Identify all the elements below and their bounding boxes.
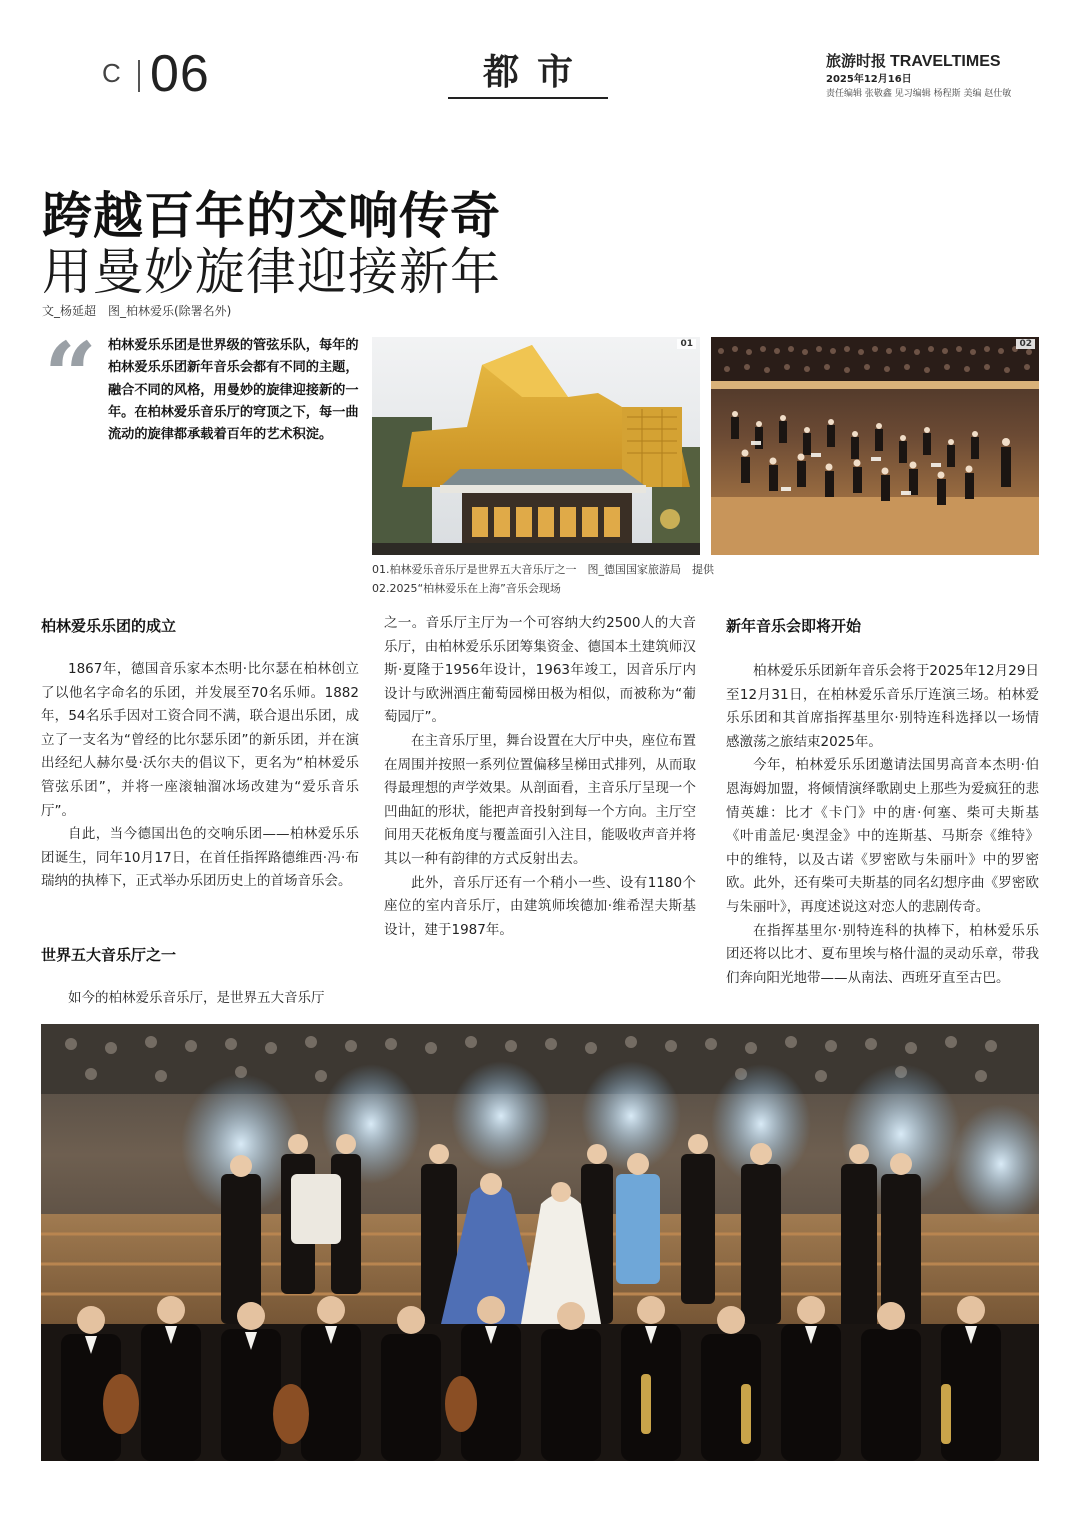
- orchestra-illustration: [711, 337, 1039, 555]
- stage-curtain-call-photo: [41, 1024, 1039, 1461]
- section-title: 都市: [482, 52, 591, 93]
- column-1-body-continued: [41, 987, 359, 1011]
- column-1-body: [41, 658, 359, 894]
- paragraph: 自此，当今德国出色的交响乐团——柏林爱乐乐团诞生，同年10月17日，在首任指挥路德维西·冯·布瑞纳的执棒下，正式举办乐团历史上的首场音乐会。: [41, 826, 359, 890]
- section-heading-new-year-concert: 新年音乐会即将开始: [726, 617, 862, 635]
- paragraph: 在主音乐厅里，舞台设置在大厅中央，座位布置在周围并按照一系列位置偏移呈梯田式排列，从而取得最理想的声学效果。从剖面看，主音乐厅呈现一个凹曲缸的形状，能把声音投射到每一个方向。主厅空间用天花板角度与覆盖面引入注目，能吸收声音并将其以一种有韵律的方式反射出去。: [384, 732, 696, 867]
- concert-hall-photo: [372, 337, 700, 555]
- photo-number-01: 01: [677, 339, 696, 349]
- photo-caption-02: 02.2025“柏林爱乐在上海”音乐会现场: [372, 582, 561, 595]
- stage-illustration: [41, 1024, 1039, 1461]
- paragraph: 柏林爱乐乐团新年音乐会将于2025年12月29日至12月31日，在柏林爱乐音乐厅连演三场。柏林爱乐乐团和其首席指挥基里尔·别特连科选择以一场情感激荡之旅结束2025年。: [726, 663, 1039, 750]
- paragraph: 之一。音乐厅主厅为一个可容纳大约2500人的大音乐厅，由柏林爱乐乐团筹集资金、德国本土建筑师汉斯·夏隆于1956年设计，1963年竣工，因音乐厅内设计与欧洲酒庄葡萄园梯田极为相似，而被称为“葡萄园厅”。: [384, 615, 696, 726]
- masthead-cn: 旅游时报: [826, 52, 887, 70]
- masthead: [826, 50, 1001, 71]
- page-number: 06: [150, 45, 210, 103]
- headline-sub: 用曼妙旋律迎接新年: [42, 243, 501, 301]
- masthead-en: TRAVELTIMES: [890, 53, 1001, 70]
- section-underline: [448, 97, 608, 99]
- publication-date: 2025年12月16日: [826, 74, 912, 85]
- orchestra-photo: [711, 337, 1039, 555]
- paragraph: 在指挥基里尔·别特连科的执棒下，柏林爱乐乐团还将以比才、夏布里埃与格什温的灵动乐章，带我们奔向阳光地带——从南法、西班牙直至古巴。: [726, 922, 1039, 986]
- column-2-body: [384, 612, 696, 942]
- quote-mark-icon: “: [44, 322, 97, 430]
- photo-caption-01: 01.柏林爱乐音乐厅是世界五大音乐厅之一 图_德国国家旅游局 提供: [372, 563, 714, 576]
- editor-credits: 责任编辑 张敬鑫 见习编辑 杨程斯 美编 赵仕敏: [826, 89, 1012, 99]
- lede-paragraph: 柏林爱乐乐团是世界级的管弦乐队，每年的柏林爱乐乐团新年音乐会都有不同的主题，融合不同的风格，用曼妙的旋律迎接新的一年。在柏林爱乐音乐厅的穹顶之下，每一曲流动的旋律都承载着百年的艺术积淀。: [108, 338, 359, 443]
- paragraph: 1867年，德国音乐家本杰明·比尔瑟在柏林创立了以他名字命名的乐团，并发展至70名乐师。1882年，54名乐手因对工资合同不满，联合退出乐团，成立了一支名为“曾经的比尔瑟乐团”的新乐团，并在演出经纪人赫尔曼·沃尔夫的倡议下，更名为“柏林爱乐管弦乐团”，并将一座滚轴溜冰场改建为“爱乐音乐厅”。: [41, 661, 359, 819]
- section-letter: C: [102, 58, 125, 88]
- header-divider: [138, 60, 140, 92]
- paragraph: 今年，柏林爱乐乐团邀请法国男高音本杰明·伯恩海姆加盟，将倾情演绎歌剧史上那些为爱疯狂的悲情英雄：比才《卡门》中的唐·何塞、柴可夫斯基《叶甫盖尼·奥涅金》中的连斯基、马斯奈《维特》中的维特，以及古诺《罗密欧与朱丽叶》中的罗密欧。此外，还有柴可夫斯基的同名幻想序曲《罗密欧与朱丽叶》，再度述说这对恋人的悲剧传奇。: [726, 757, 1039, 915]
- concert-hall-illustration: [372, 337, 700, 555]
- paragraph: 此外，音乐厅还有一个稍小一些、设有1180个座位的室内音乐厅，由建筑师埃德加·维希涅夫斯基设计，建于1987年。: [384, 874, 696, 938]
- photo-number-02: 02: [1016, 339, 1035, 349]
- section-heading-concert-hall: 世界五大音乐厅之一: [41, 946, 177, 964]
- section-heading-founding: 柏林爱乐乐团的成立: [41, 617, 177, 635]
- column-3-body: [726, 660, 1039, 990]
- paragraph: 如今的柏林爱乐音乐厅，是世界五大音乐厅: [68, 990, 325, 1006]
- byline: 文_杨延超 图_柏林爱乐(除署名外): [42, 304, 232, 318]
- headline-main: 跨越百年的交响传奇: [42, 186, 501, 245]
